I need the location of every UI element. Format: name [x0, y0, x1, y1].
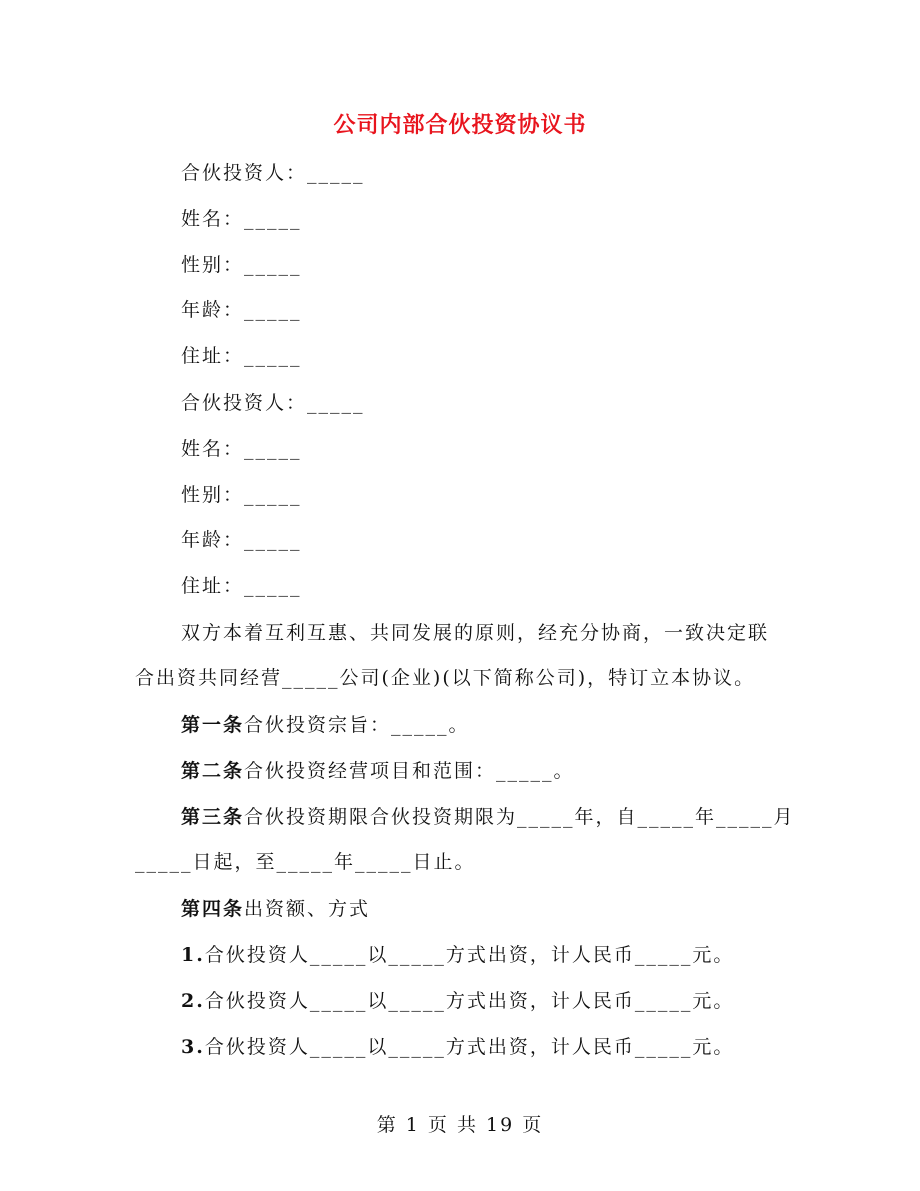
- article-2-label: 第二条: [181, 760, 245, 782]
- contribution-1: [181, 942, 734, 968]
- field-name-2: 姓名：_____: [181, 438, 302, 460]
- article-4-label: 第四条: [181, 898, 245, 920]
- contribution-1-num: 1.: [181, 944, 205, 966]
- article-3-text: 合伙投资期限合伙投资期限为_____年，自_____年_____月: [244, 806, 795, 828]
- article-4-text: 出资额、方式: [244, 898, 371, 920]
- article-3-continuation: _____日起，至_____年_____日止。: [135, 851, 476, 873]
- article-1-text: 合伙投资宗旨：_____。: [244, 714, 470, 736]
- field-partner-2: 合伙投资人：_____: [181, 392, 365, 414]
- field-address-2: 住址：_____: [181, 575, 302, 597]
- intro-line-1: 双方本着互利互惠、共同发展的原则，经充分协商，一致决定联: [181, 622, 770, 644]
- article-1-label: 第一条: [181, 714, 245, 736]
- contribution-2: [181, 988, 734, 1014]
- contribution-2-num: 2.: [181, 990, 205, 1012]
- contribution-3-text: 合伙投资人_____以_____方式出资，计人民币_____元。: [204, 1036, 735, 1058]
- field-partner-1: 合伙投资人：_____: [181, 162, 365, 184]
- article-4: [181, 896, 370, 922]
- contribution-2-text: 合伙投资人_____以_____方式出资，计人民币_____元。: [204, 990, 735, 1012]
- contribution-3-num: 3.: [181, 1036, 205, 1058]
- field-age-2: 年龄：_____: [181, 529, 302, 551]
- page-footer: 第 1 页 共 19 页: [376, 1114, 544, 1136]
- document-title: 公司内部合伙投资协议书: [333, 112, 587, 138]
- article-3-label: 第三条: [181, 806, 245, 828]
- article-1: [181, 712, 470, 738]
- intro-line-2: 合出资共同经营_____公司(企业)(以下简称公司)，特订立本协议。: [135, 667, 756, 689]
- field-gender-1: 性别：_____: [181, 254, 302, 276]
- field-age-1: 年龄：_____: [181, 299, 302, 321]
- field-name-1: 姓名：_____: [181, 208, 302, 230]
- contribution-3: [181, 1034, 734, 1060]
- contribution-1-text: 合伙投资人_____以_____方式出资，计人民币_____元。: [204, 944, 735, 966]
- article-2: [181, 758, 575, 784]
- article-2-text: 合伙投资经营项目和范围：_____。: [244, 760, 575, 782]
- field-gender-2: 性别：_____: [181, 484, 302, 506]
- field-address-1: 住址：_____: [181, 345, 302, 367]
- article-3: [181, 804, 795, 830]
